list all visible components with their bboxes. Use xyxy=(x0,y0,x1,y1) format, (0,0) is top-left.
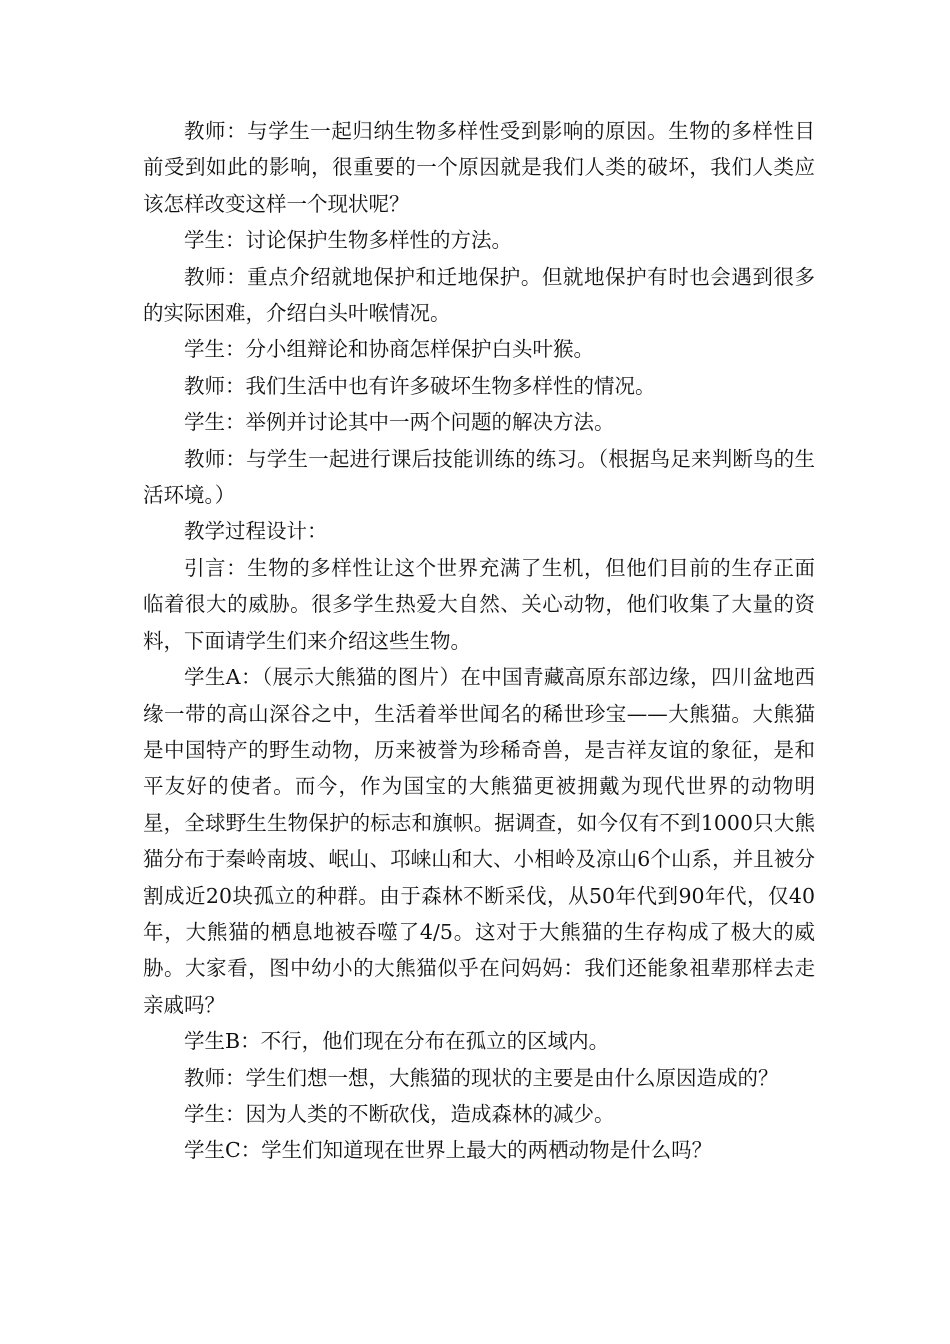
paragraph-student-a-panda: 学生A：（展示大熊猫的图片）在中国青藏高原东部边缘，四川盆地西缘一带的高山深谷之中，生活着举世闻名的稀世珍宝——大熊猫。大熊猫是中国特产的野生动物，历来被誉为珍稀奇兽，是吉祥友谊的象征，是和平友好的使者。而今，作为国宝的大熊猫更被拥戴为现代世界的动物明星，全球野生生物保护的标志和旗帜。据调查，如今仅有不到1000只大熊猫分布于秦岭南坡、岷山、邛崃山和大、小相岭及凉山6个山系，并且被分割成近20块孤立的种群。由于森林不断采伐，从50年代到90年代，仅40年，大熊猫的栖息地被吞噬了4/5。这对于大熊猫的生存构成了极大的威胁。大家看，图中幼小的大熊猫似乎在问妈妈：我们还能象祖辈那样去走亲戚吗？ xyxy=(143,665,815,1017)
paragraph-process-heading: 教学过程设计： xyxy=(184,519,328,544)
paragraph-student-b: 学生B：不行，他们现在分布在孤立的区域内。 xyxy=(184,1029,610,1054)
paragraph-teacher-question: 教师：学生们想一想，大熊猫的现状的主要是由什么原因造成的？ xyxy=(184,1065,779,1090)
paragraph-student-examples: 学生：举例并讨论其中一两个问题的解决方法。 xyxy=(184,410,615,435)
paragraph-student-c: 学生C：学生们知道现在世界上最大的两栖动物是什么吗？ xyxy=(184,1138,713,1163)
paragraph-introduction: 引言：生物的多样性让这个世界充满了生机，但他们目前的生存正面临着很大的威胁。很多学生热爱大自然、关心动物，他们收集了大量的资料，下面请学生们来介绍这些生物。 xyxy=(143,555,815,653)
paragraph-teacher-daily-life: 教师：我们生活中也有许多破坏生物多样性的情况。 xyxy=(184,373,656,398)
paragraph-teacher-exercise: 教师：与学生一起进行课后技能训练的练习。（根据鸟足来判断鸟的生活环境。） xyxy=(143,446,815,508)
paragraph-student-answer: 学生：因为人类的不断砍伐，造成森林的减少。 xyxy=(184,1101,615,1126)
paragraph-teacher-protection: 教师：重点介绍就地保护和迁地保护。但就地保护有时也会遇到很多的实际困难，介绍白头叶喉情况。 xyxy=(143,264,815,326)
paragraph-student-debate: 学生：分小组辩论和协商怎样保护白头叶猴。 xyxy=(184,337,594,362)
paragraph-student-discussion: 学生：讨论保护生物多样性的方法。 xyxy=(184,228,512,253)
document-page xyxy=(143,113,815,1169)
paragraph-teacher-summary: 教师：与学生一起归纳生物多样性受到影响的原因。生物的多样性目前受到如此的影响，很重要的一个原因就是我们人类的破坏，我们人类应该怎样改变这样一个现状呢？ xyxy=(143,119,815,216)
